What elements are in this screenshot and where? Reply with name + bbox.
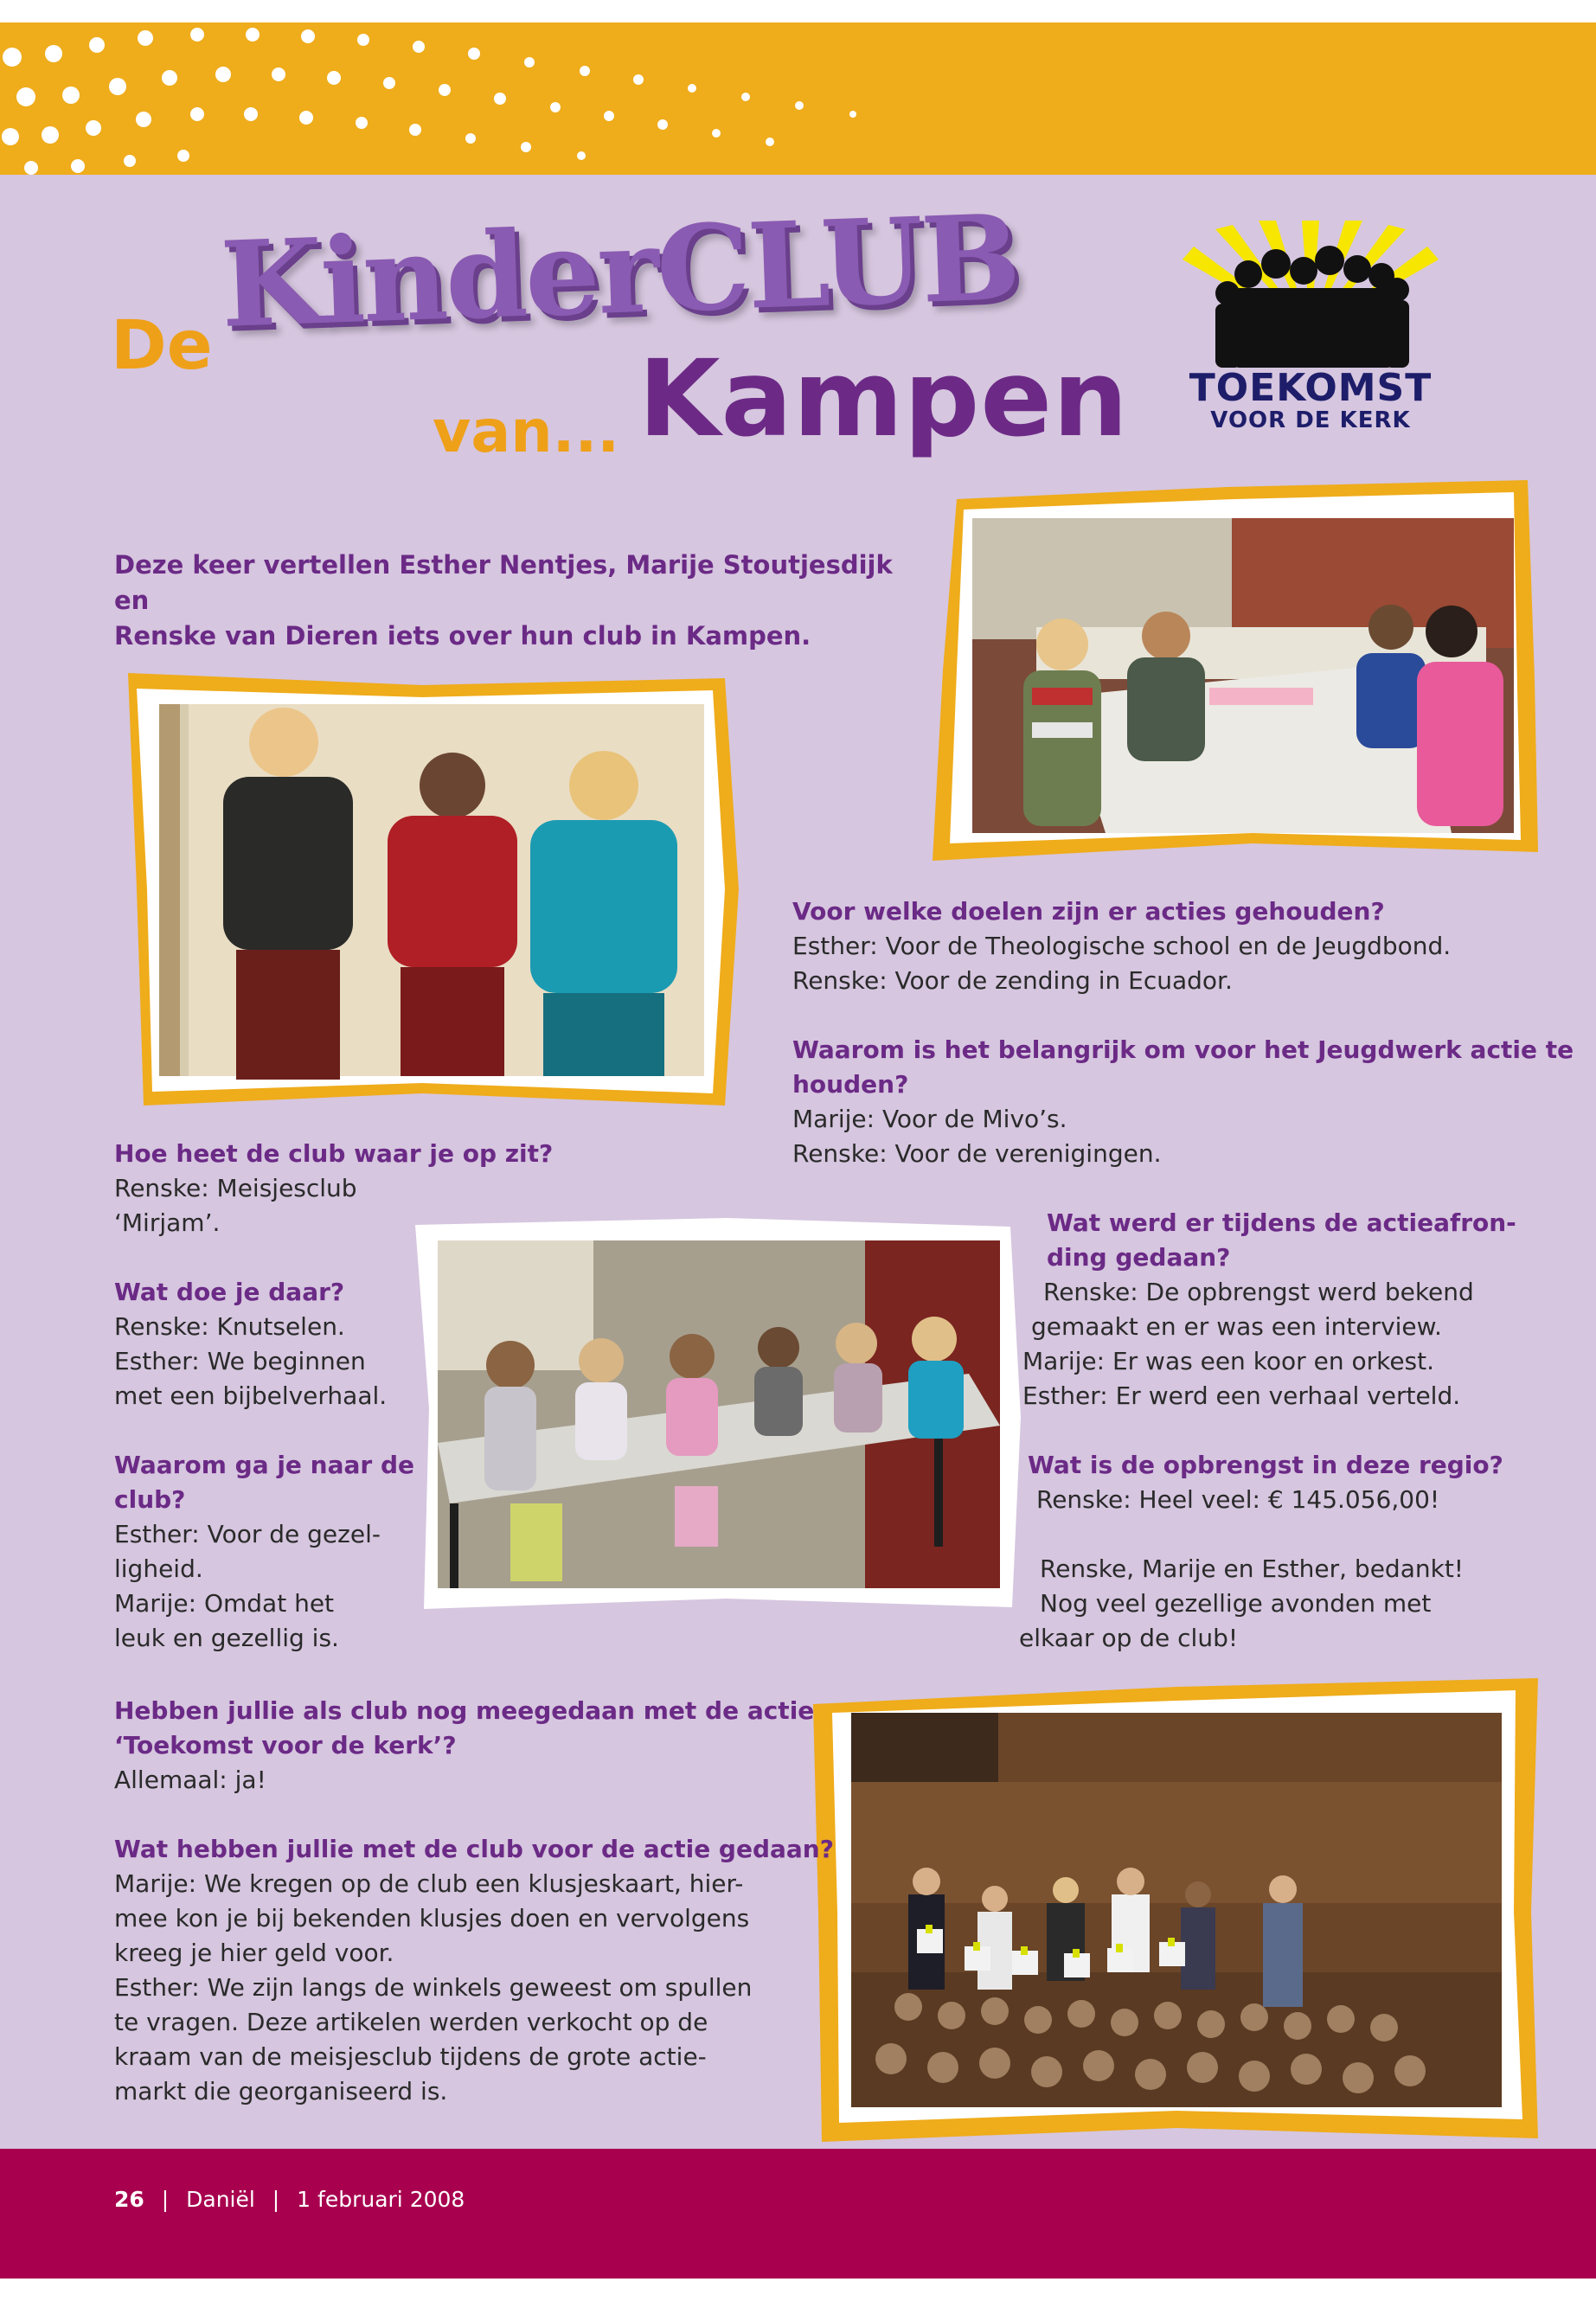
closing-line: elkaar op de club!: [1019, 1624, 1239, 1652]
answer-line: Marije: Omdat het: [114, 1589, 335, 1618]
answer-line: Esther: We beginnen: [114, 1347, 366, 1375]
intro-text: [114, 548, 910, 654]
bottom-left-text: [114, 1694, 834, 2109]
answer-line: mee kon je bij bekenden klusjes doen en vervolgens: [114, 1904, 750, 1932]
question-line: ding gedaan?: [1047, 1243, 1231, 1272]
page-number: 26: [114, 2187, 144, 2212]
answer-line: Marije: Er was een koor en orkest.: [1022, 1347, 1435, 1375]
answer-line: Renske: Knutselen.: [114, 1312, 345, 1341]
title-kampen: Kampen: [638, 337, 1129, 460]
answer-line: Esther: We zijn langs de winkels geweest om spullen: [114, 1973, 753, 2002]
photo-church-event: [813, 1678, 1538, 2142]
question-goals: Voor welke doelen zijn er acties gehouden?: [792, 897, 1385, 926]
question-action: Hebben jullie als club nog meegedaan met de actie: [114, 1696, 815, 1725]
issue-date: 1 februari 2008: [297, 2187, 465, 2212]
answer-line: Esther: Er werd een verhaal verteld.: [1022, 1381, 1461, 1410]
question-why-important: Waarom is het belangrijk om voor het Jeugdwerk actie te: [792, 1035, 1574, 1064]
question-line: Wat werd er tijdens de actieafron-: [1047, 1208, 1516, 1237]
magazine-name: Daniël: [186, 2187, 255, 2212]
question-proceeds: Wat is de opbrengst in deze regio?: [1028, 1451, 1503, 1479]
answer-line: met een bijbelverhaal.: [114, 1381, 388, 1410]
answer-line: Esther: Voor de gezel-: [114, 1520, 381, 1548]
intro-line: Deze keer vertellen Esther Nentjes, Marije Stoutjesdijk en: [114, 550, 893, 615]
answer-line: kraam van de meisjesclub tijdens de grote actie-: [114, 2042, 707, 2071]
answer-line: Renske: Voor de verenigingen.: [792, 1139, 1162, 1168]
answer-line: leuk en gezellig is.: [114, 1624, 339, 1652]
answer-line: Allemaal: ja!: [114, 1766, 266, 1794]
intro-line: Renske van Dieren iets over hun club in Kampen.: [114, 621, 811, 651]
answer-line: Marije: Voor de Mivo’s.: [792, 1105, 1067, 1133]
left-column-text: [114, 1137, 553, 1656]
dots-decoration: [0, 22, 1596, 175]
question-why-go: club?: [114, 1485, 186, 1514]
footer-info: [114, 2187, 465, 2212]
question-closing-event: [1047, 1206, 1516, 1275]
photo-crafting-girls: [933, 480, 1538, 861]
closing-line: Renske, Marije en Esther, bedankt!: [1040, 1554, 1465, 1583]
question-what-do: Wat doe je daar?: [114, 1278, 345, 1306]
logo-sunburst-people-icon: [1163, 221, 1458, 372]
top-dotted-band: [0, 22, 1596, 175]
title-van: van...: [433, 398, 620, 466]
answer-line: kreeg je hier geld voor.: [114, 1939, 394, 1967]
title-kinderclub: KinderCLUB: [218, 188, 1021, 355]
answer-line: Esther: Voor de Theologische school en de Jeugdbond.: [792, 932, 1452, 960]
answer-line: Renske: Voor de zending in Ecuador.: [792, 966, 1233, 995]
logo-text-toekomst: TOEKOMST: [1189, 366, 1433, 410]
question-why-go: Waarom ga je naar de: [114, 1451, 414, 1479]
footer-band: [0, 2149, 1596, 2279]
answer-line: gemaakt en er was een interview.: [1031, 1312, 1442, 1341]
title-de: De: [111, 307, 213, 385]
top-margin: [0, 0, 1596, 22]
answer-line: markt die georganiseerd is.: [114, 2077, 448, 2106]
answer-line: Marije: We kregen op de club een klusjeskaart, hier-: [114, 1869, 744, 1898]
answer-line: Renske: Meisjesclub: [114, 1174, 357, 1202]
question-action: ‘Toekomst voor de kerk’?: [114, 1731, 457, 1759]
logo-text-voor-de-kerk: VOOR DE KERK: [1210, 407, 1411, 433]
right-column-text-upper: [792, 894, 1574, 1171]
answer-line: te vragen. Deze artikelen werden verkocht op de: [114, 2008, 708, 2036]
toekomst-voor-de-kerk-logo: [1163, 221, 1458, 437]
answer-line: Renske: De opbrengst werd bekend: [1043, 1278, 1474, 1306]
answer-proceeds: Renske: Heel veel: € 145.056,00!: [1036, 1485, 1440, 1514]
bottom-margin: [0, 2279, 1596, 2301]
question-what-done: Wat hebben jullie met de club voor de actie gedaan?: [114, 1835, 834, 1863]
question-why-important: houden?: [792, 1070, 909, 1099]
question-club-name: Hoe heet de club waar je op zit?: [114, 1139, 554, 1168]
photo-three-girls: [128, 673, 739, 1107]
closing-line: Nog veel gezellige avonden met: [1040, 1589, 1432, 1618]
footer-separator: |: [161, 2187, 170, 2212]
answer-line: ligheid.: [114, 1554, 203, 1583]
footer-separator: |: [272, 2187, 280, 2212]
answer-line: ‘Mirjam’.: [114, 1208, 221, 1237]
